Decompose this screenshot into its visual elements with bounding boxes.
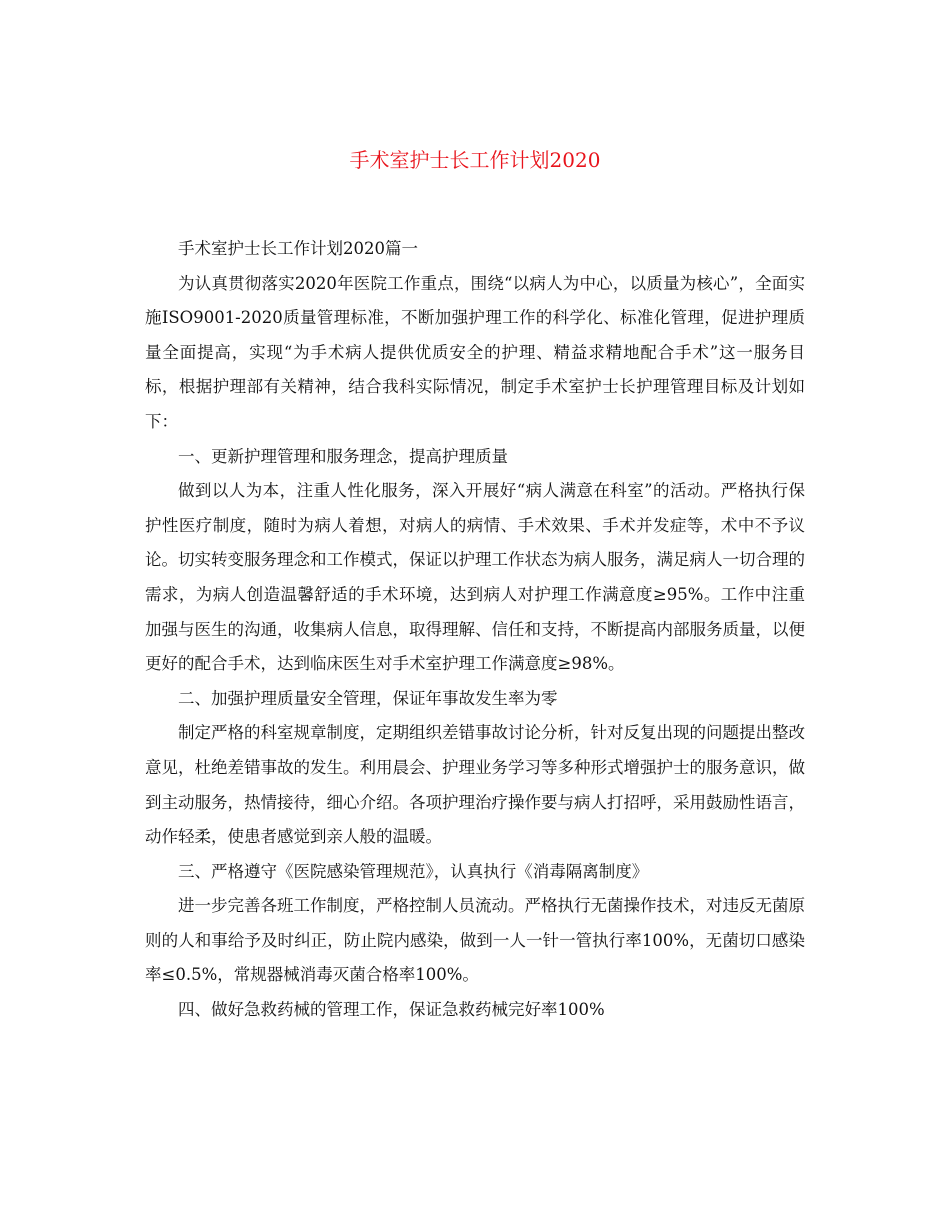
section-heading-article: 手术室护士长工作计划2020篇一 bbox=[178, 239, 418, 258]
paragraph-intro: 为认真贯彻落实2020年医院工作重点，围绕“以病人为中心，以质量为核心”，全面实施ISO9001-2020质量管理标准，不断加强护理工作的科学化、标准化管理，促进护理质量全面提高，实现“为手术病人提供优质安全的护理、精益求精地配合手术”这一服务目标，根据护理部有关精神，结合我科实际情况，制定手术室护士长护理管理目标及计划如下： bbox=[145, 273, 805, 431]
section-heading-3: 三、严格遵守《医院感染管理规范》，认真执行《消毒隔离制度》 bbox=[178, 861, 649, 881]
paragraph-section-2: 制定严格的科室规章制度，定期组织差错事故讨论分析，针对反复出现的问题提出整改意见，杜绝差错事故的发生。利用晨会、护理业务学习等多种形式增强护士的服务意识，做到主动服务，热情接待，细心介绍。各项护理治疗操作要与病人打招呼，采用鼓励性语言，动作轻柔，使患者感觉到亲人般的温暖。 bbox=[145, 723, 805, 847]
section-heading-2: 二、加强护理质量安全管理，保证年事故发生率为零 bbox=[178, 688, 558, 708]
paragraph-section-1: 做到以人为本，注重人性化服务，深入开展好“病人满意在科室”的活动。严格执行保护性医疗制度，随时为病人着想，对病人的病情、手术效果、手术并发症等，术中不予议论。切实转变服务理念和工作模式，保证以护理工作状态为病人服务，满足病人一切合理的需求，为病人创造温馨舒适的手术环境，达到病人对护理工作满意度≥95%。工作中注重加强与医生的沟通，收集病人信息，取得理解、信任和支持，不断提高内部服务质量，以便更好的配合手术，达到临床医生对手术室护理工作满意度≥98%。 bbox=[145, 481, 805, 674]
document-body bbox=[145, 232, 805, 1028]
paragraph-section-3: 进一步完善各班工作制度，严格控制人员流动。严格执行无菌操作技术，对违反无菌原则的人和事给予及时纠正，防止院内感染，做到一人一针一管执行率100%，无菌切口感染率≤0.5%，常规器械消毒灭菌合格率100%。 bbox=[145, 896, 805, 985]
section-heading-4: 四、做好急救药械的管理工作，保证急救药械完好率100% bbox=[178, 1000, 605, 1020]
section-heading-1: 一、更新护理管理和服务理念，提高护理质量 bbox=[178, 446, 508, 466]
document-title: 手术室护士长工作计划2020 bbox=[349, 148, 601, 172]
